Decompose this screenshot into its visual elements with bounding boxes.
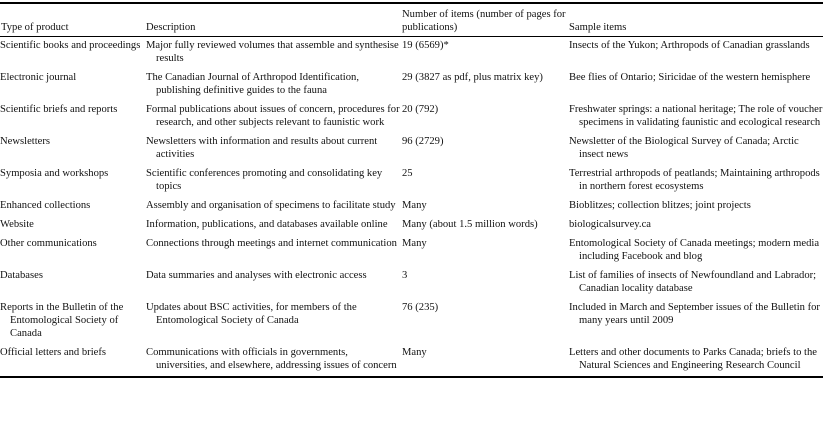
cell-items: Many bbox=[402, 347, 427, 358]
cell-items: 19 (6569)* bbox=[402, 40, 449, 51]
cell-type: Symposia and workshops bbox=[0, 168, 109, 179]
table-row bbox=[0, 101, 823, 133]
header-row bbox=[0, 3, 823, 37]
cell-description: Major fully reviewed volumes that assemble and synthesise results bbox=[146, 40, 399, 64]
cell-type: Website bbox=[0, 219, 34, 230]
header-samples: Sample items bbox=[569, 22, 627, 33]
cell-description: Formal publications about issues of concern, procedures for research, and other subjects relevant to faunistic work bbox=[146, 104, 400, 128]
cell-samples: Insects of the Yukon; Arthropods of Canadian grasslands bbox=[569, 40, 810, 51]
cell-description: The Canadian Journal of Arthropod Identification, publishing definitive guides to the fauna bbox=[146, 72, 359, 96]
cell-description: Information, publications, and databases available online bbox=[146, 219, 388, 230]
cell-type: Other communications bbox=[0, 238, 97, 249]
table-row bbox=[0, 69, 823, 101]
cell-samples: Letters and other documents to Parks Canada; briefs to the Natural Sciences and Engineering Research Council bbox=[569, 347, 818, 371]
cell-type: Newsletters bbox=[0, 136, 51, 147]
cell-items: Many (about 1.5 million words) bbox=[402, 219, 538, 230]
cell-description: Connections through meetings and internet communication bbox=[146, 238, 397, 249]
cell-samples: biologicalsurvey.ca bbox=[569, 219, 651, 230]
cell-items: 96 (2729) bbox=[402, 136, 444, 147]
cell-type: Official letters and briefs bbox=[0, 347, 106, 358]
products-table bbox=[0, 2, 823, 378]
table-row bbox=[0, 165, 823, 197]
table-row bbox=[0, 235, 823, 267]
cell-type: Enhanced collections bbox=[0, 200, 91, 211]
cell-samples: Entomological Society of Canada meetings; modern media including Facebook and blog bbox=[569, 238, 820, 262]
cell-samples: Bee flies of Ontario; Siricidae of the western hemisphere bbox=[569, 72, 811, 83]
cell-items: 76 (235) bbox=[402, 302, 439, 313]
cell-items: 25 bbox=[402, 168, 413, 179]
cell-samples: List of families of insects of Newfoundland and Labrador; Canadian locality database bbox=[569, 270, 817, 294]
cell-description: Newsletters with information and results about current activities bbox=[146, 136, 378, 160]
table-row bbox=[0, 37, 823, 70]
cell-type: Electronic journal bbox=[0, 72, 77, 83]
cell-samples: Freshwater springs: a national heritage; The role of voucher specimens in validating faunistic and ecological research bbox=[569, 104, 823, 128]
cell-items: 29 (3827 as pdf, plus matrix key) bbox=[402, 72, 543, 83]
cell-description: Updates about BSC activities, for members of the Entomological Society of Canada bbox=[146, 302, 357, 326]
table-header bbox=[0, 3, 823, 37]
cell-description: Communications with officials in governments, universities, and elsewhere, addressing issues of concern bbox=[146, 347, 397, 371]
cell-description: Scientific conferences promoting and consolidating key topics bbox=[146, 168, 383, 192]
cell-type: Reports in the Bulletin of the Entomological Society of Canada bbox=[0, 302, 124, 339]
header-items: Number of items (number of pages for publications) bbox=[402, 9, 566, 33]
cell-items: 3 bbox=[402, 270, 408, 281]
cell-samples: Newsletter of the Biological Survey of Canada; Arctic insect news bbox=[569, 136, 799, 160]
cell-samples: Terrestrial arthropods of peatlands; Maintaining arthropods in northern forest ecosystems bbox=[569, 168, 820, 192]
table-row bbox=[0, 133, 823, 165]
cell-type: Databases bbox=[0, 270, 43, 281]
cell-items: Many bbox=[402, 238, 427, 249]
cell-items: Many bbox=[402, 200, 427, 211]
cell-samples: Bioblitzes; collection blitzes; joint projects bbox=[569, 200, 751, 211]
header-description: Description bbox=[146, 22, 196, 33]
cell-type: Scientific briefs and reports bbox=[0, 104, 118, 115]
table-row bbox=[0, 267, 823, 299]
cell-samples: Included in March and September issues of the Bulletin for many years until 2009 bbox=[569, 302, 820, 326]
table-row bbox=[0, 299, 823, 344]
header-type: Type of product bbox=[1, 22, 69, 33]
table-body bbox=[0, 37, 823, 378]
table-row bbox=[0, 197, 823, 216]
cell-type: Scientific books and proceedings bbox=[0, 40, 141, 51]
cell-items: 20 (792) bbox=[402, 104, 439, 115]
table-row bbox=[0, 216, 823, 235]
table-row bbox=[0, 344, 823, 377]
cell-description: Assembly and organisation of specimens to facilitate study bbox=[146, 200, 396, 211]
cell-description: Data summaries and analyses with electronic access bbox=[146, 270, 367, 281]
